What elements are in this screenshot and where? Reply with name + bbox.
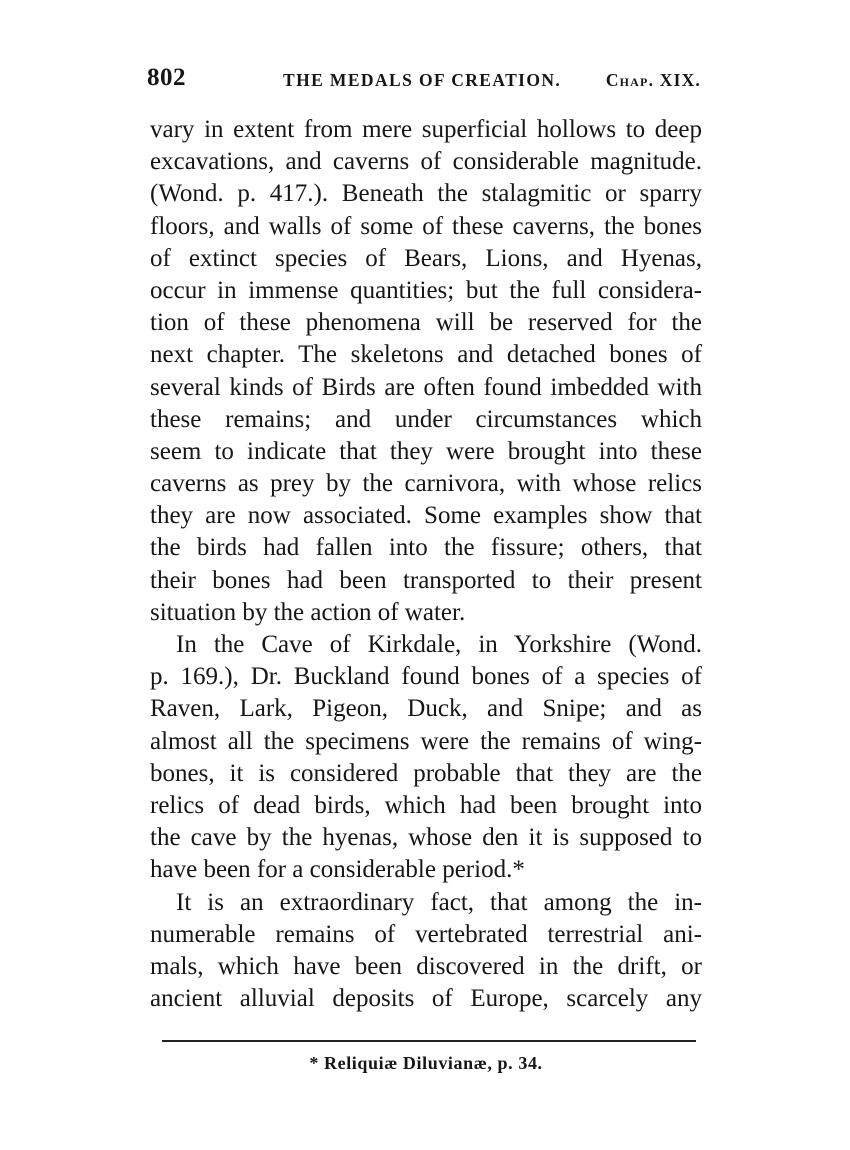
text-line: It is an extraordinary fact, that among the in-	[176, 888, 702, 916]
text-line: the birds had fallen into the fissure; others, that	[150, 534, 702, 562]
book-title: THE MEDALS OF CREATION.	[283, 70, 562, 90]
text-line: bones, it is considered probable that they are the	[150, 759, 702, 787]
text-line: seem to indicate that they were brought into these	[150, 437, 702, 465]
text-line: mals, which have been discovered in the drift, or	[150, 952, 702, 980]
chapter-reference: Chap. XIX.	[605, 70, 701, 90]
text-line: floors, and walls of some of these caverns, the bones	[150, 212, 702, 240]
text-line: Raven, Lark, Pigeon, Duck, and Snipe; and as	[150, 695, 702, 723]
text-line: of extinct species of Bears, Lions, and Hyenas,	[150, 244, 702, 272]
text-line: caverns as prey by the carnivora, with whose relics	[150, 470, 702, 498]
text-line: tion of these phenomena will be reserved for the	[150, 309, 702, 337]
text-line: situation by the action of water.	[150, 598, 466, 626]
text-line: ancient alluvial deposits of Europe, scarcely any	[150, 985, 702, 1013]
text-line: these remains; and under circumstances which	[150, 405, 702, 433]
text-line: several kinds of Birds are often found imbedded with	[150, 373, 702, 401]
text-line: have been for a considerable period.*	[150, 856, 525, 884]
text-line: vary in extent from mere superficial hollows to deep	[150, 116, 702, 143]
footnote-rule	[162, 1040, 696, 1042]
body-text	[150, 114, 702, 1015]
text-line: (Wond. p. 417.). Beneath the stalagmitic or sparry	[150, 180, 702, 208]
text-line: almost all the specimens were the remains of wing-	[150, 727, 702, 755]
running-head	[147, 64, 703, 98]
text-line: excavations, and caverns of considerable magnitude.	[150, 148, 702, 176]
text-line: their bones had been transported to their present	[150, 566, 702, 594]
text-line: the cave by the hyenas, whose den it is supposed to	[150, 824, 702, 852]
footnote: * Reliquiæ Diluvianæ, p. 34.	[309, 1053, 543, 1073]
text-line: numerable remains of vertebrated terrestrial ani-	[150, 920, 702, 948]
text-line: In the Cave of Kirkdale, in Yorkshire (Wond.	[176, 631, 702, 658]
text-line: occur in immense quantities; but the full considera-	[150, 276, 702, 304]
text-line: next chapter. The skeletons and detached bones of	[150, 341, 702, 369]
text-line: relics of dead birds, which had been brought into	[150, 791, 702, 819]
page-number: 802	[147, 64, 186, 91]
text-line: they are now associated. Some examples show that	[150, 502, 702, 530]
text-line: p. 169.), Dr. Buckland found bones of a species of	[150, 663, 702, 691]
